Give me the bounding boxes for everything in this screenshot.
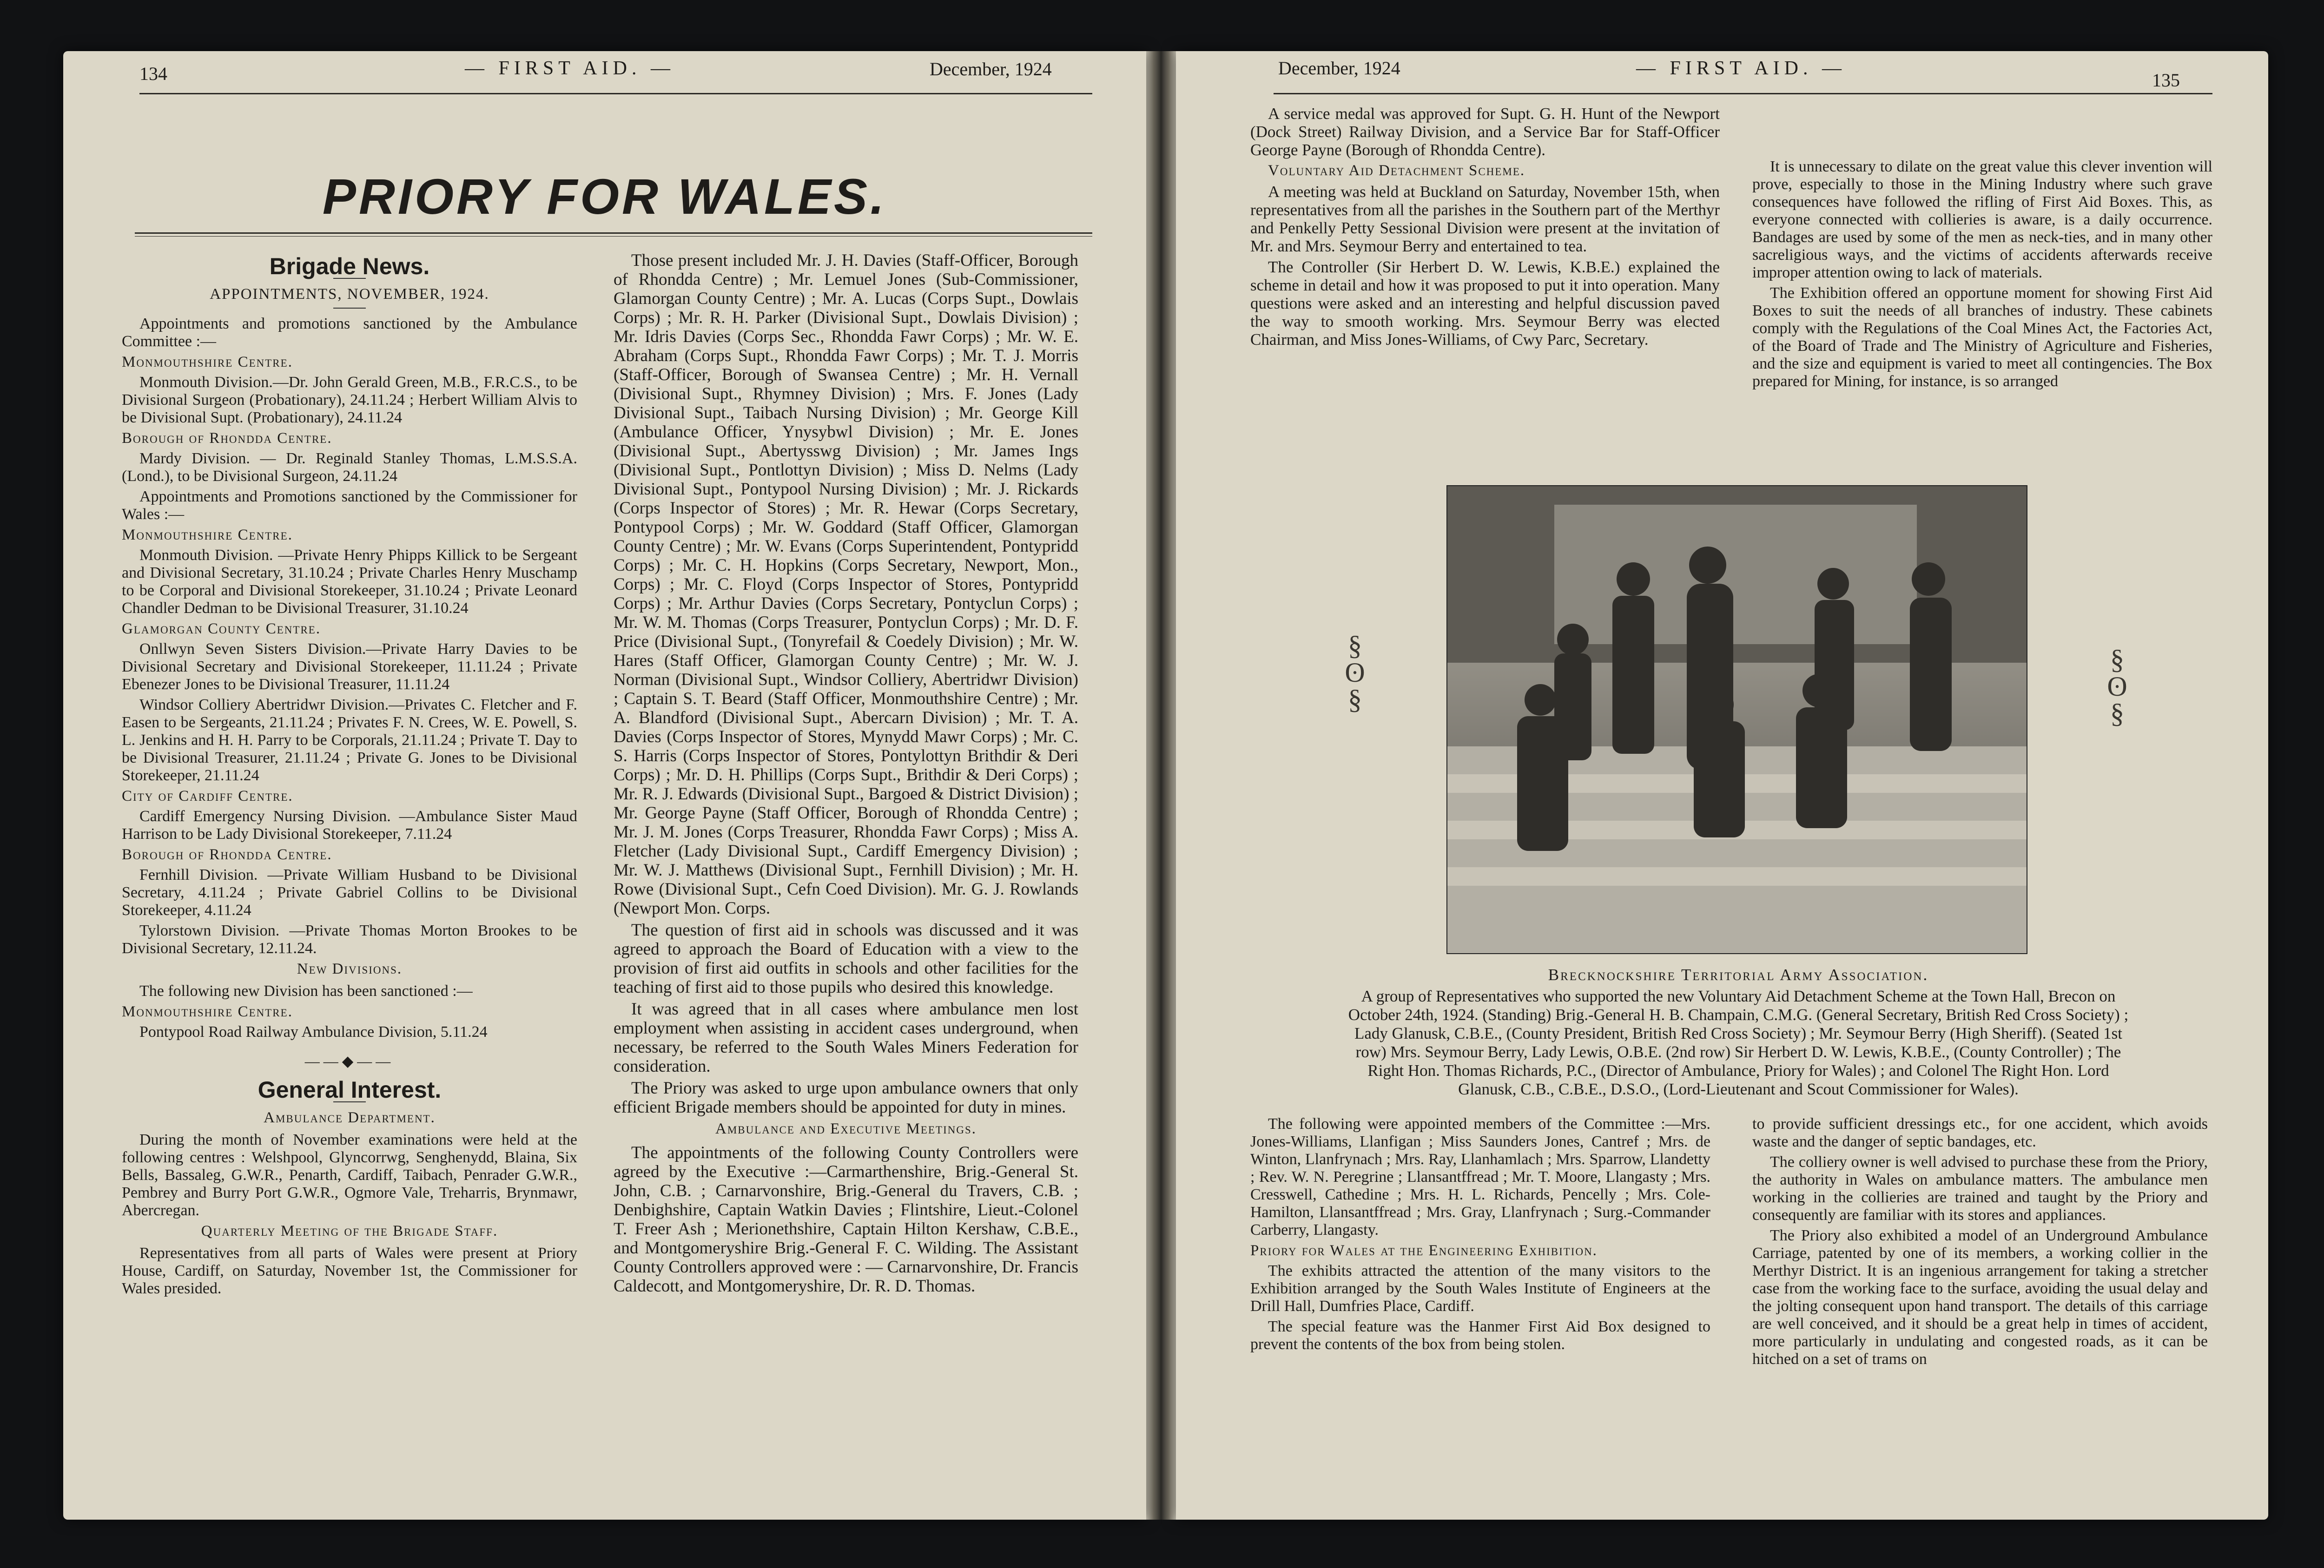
scroll-ornament-left: § ʘ §	[1345, 630, 1365, 715]
section-label: Borough of Rhondda Centre.	[122, 846, 332, 863]
paragraph: to provide sufficient dressings etc., for one accident, which avoids waste and the danger of septic bandages, etc.	[1752, 1115, 2208, 1150]
paragraph: The colliery owner is well advised to purchase these from the Priory, the authority in Wales on ambulance matters. The ambulance men working in the collieries are trained and taught by the Priory and consequently are familiar with its stores and appliances.	[1752, 1153, 2208, 1224]
paragraph: Onllwyn Seven Sisters Division.—Private Harry Davies to be Divisional Secretary and Divisional Storekeeper, 11.11.24 ; Private Ebenezer Jones to be Divisional Treasurer, 11.11.24	[122, 640, 577, 693]
left-date: December, 1924	[930, 59, 1052, 79]
paragraph: Pontypool Road Railway Ambulance Division, 5.11.24	[139, 1023, 488, 1041]
photograph-figures	[1447, 486, 2027, 953]
gutter-left	[1146, 51, 1161, 1520]
section-label: Priory for Wales at the Engineering Exhibition.	[1250, 1242, 1598, 1259]
left-running-head	[139, 58, 1092, 91]
group-photograph	[1446, 485, 2027, 954]
ornament-divider: ——◆——	[304, 1053, 395, 1069]
section-label: Monmouthshire Centre.	[122, 1003, 293, 1020]
paragraph: A service medal was approved for Supt. G. H. Hunt of the Newport (Dock Street) Railway Division, and a Service Bar for Staff-Officer George Payne (Borough of Rhondda Centre).	[1250, 105, 1720, 159]
left-head-rule	[139, 93, 1092, 94]
paragraph: Those present included Mr. J. H. Davies (Staff-Officer, Borough of Rhondda Centre) ; Mr. Lemuel Jones (Sub-Commissioner, Glamorgan County Centre) ; Mr. A. Lucas (Corps Supt., Dowlais Corps) ; Mr. R. H. Parker (Divisional Supt., Dowlais Division) ; Mr. Idris Davies (Corps Sec., Rhondda Fawr Corps) ; Mr. W. E. Abraham (Corps Supt., Rhondda Fawr Corps) ; Mr. T. J. Morris (Staff-Officer, Borough of Swansea Centre) ; Mr. H. Vernall (Divisional Supt., Rhymney Division) ; Mrs. F. Jones (Lady Divisional Supt., Taibach Nursing Division) ; Mr. George Kill (Ambulance Officer, Ynysybwl Division) ; Mr. E. Jones (Divisional Supt., Abertysswg Division) ; Mr. James Ings (Divisional Supt., Pontlottyn Division) ; Miss D. Nelms (Lady Divisional Supt., Pontypool Nursing Division) ; Mr. J. Rickards (Corps Inspector of Stores) ; Mr. R. Hewar (Corps Secretary, Pontypool Corps) ; Mr. W. Goddard (Staff Officer, Glamorgan County Centre) ; Mr. W. Evans (Corps Superintendent, Pontypridd Corps) ; Mr. C. H. Hopkins (Corps Secretary, Newport, Mon., Corps) ; Mr. C. Floyd (Corps Inspector of Stores, Pontypridd Corps) ; Mr. Arthur Davies (Corps Secretary, Pontyclun Corps) ; Mr. W. M. Thomas (Corps Treasurer, Pontyclun Corps) ; Mr. D. F. Price (Divisional Supt., (Tonyrefail & Coedely Division) ; Mr. W. Hares (Staff Officer, Glamorgan County Centre) ; Mr. W. J. Norman (Divisional Supt., Windsor Colliery, Abertridwr Division) ; Captain S. T. Beard (Staff Officer, Monmouthshire Centre) ; Mr. A. Blandford (Divisional Supt., Abercarn Division) ; Mr. T. A. Davies (Corps Inspector of Stores, Mynydd Mawr Corps) ; Mr. C. S. Harris (Corps Inspector of Stores, Pontylottyn Brithdir & Deri Corps) ; Mr. D. H. Phillips (Corps Supt., Brithdir & Deri Corps) ; Mr. R. J. Edwards (Divisional Supt., Bargoed & District Division) ; Mr. George Payne (Staff Officer, Borough of Rhondda Centre) ; Mr. J. M. Jones (Corps Treasurer, Rhondda Fawr Corps) ; Miss A. Fletcher (Lady Divisional Supt., Cardiff Emergency Division) ; Mr. W. J. Matthews (Divisional Supt., Fernhill Division) ; Mr. H. Rowe (Divisional Supt., Cefn Coed Division). Mr. G. J. Rowlands (Newport Mon. Corps.	[614, 251, 1078, 918]
paragraph: Fernhill Division. —Private William Husband to be Divisional Secretary, 4.11.24 ; Private Gabriel Collins to be Divisional Storekeeper, 4.11.24	[122, 866, 577, 919]
right-col-4	[1752, 1115, 2208, 1371]
paragraph: The Priory also exhibited a model of an Underground Ambulance Carriage, patented by one of its members, a working collier in the Merthyr District. It is an ingenious arrangement for taking a stretcher case from the working face to the surface, avoiding the usual delay and the jolting consequent upon hand transport. The details of this carriage are well conceived, and it should be a great help in times of accident, more particularly in undulating and congested roads, as it can be hitched on a set of trams on	[1752, 1227, 2208, 1368]
paragraph: The Controller (Sir Herbert D. W. Lewis, K.B.E.) explained the scheme in detail and how it was proposed to put it into operation. Many questions were asked and an interesting and helpful discussion paved the way to smooth working. Mrs. Seymour Berry was elected Chairman, and Miss Jones-Williams, of Cwy Parc, Secretary.	[1250, 258, 1720, 349]
paragraph: Monmouth Division.—Dr. John Gerald Green, M.B., F.R.C.S., to be Divisional Surgeon (Probationary), 24.11.24 ; Herbert William Alvis to be Divisional Supt. (Probationary), 24.11.24	[122, 374, 577, 426]
title-rule	[135, 232, 1092, 234]
section-label: Monmouthshire Centre.	[122, 354, 293, 370]
paragraph: The Exhibition offered an opportune moment for showing First Aid Boxes to suit the needs of all branches of industry. These cabinets comply with the Regulations of the Coal Mines Act, the Factories Act, of the Board of Trade and The Ministry of Agriculture and Fisheries, and the size and equipment is varied to meet all contingencies. The Box prepared for Mining, for instance, is so arranged	[1752, 284, 2212, 390]
left-col-1	[122, 251, 577, 1300]
brigade-news-heading: Brigade News.	[269, 253, 430, 279]
scroll-ornament-right: § ʘ §	[2107, 644, 2127, 729]
paragraph: The Priory was asked to urge upon ambulance owners that only efficient Brigade members should be appointed for duty in mines.	[614, 1079, 1078, 1117]
photo-caption	[1343, 966, 2133, 1099]
paragraph: Windsor Colliery Abertridwr Division.—Privates C. Fletcher and F. Easen to be Sergeants, 21.11.24 ; Privates F. N. Crees, W. E. Powell, S. L. Jenkins and H. H. Parry to be Corporals, 21.11.24 ; Private T. Day to be Divisional Treasurer, 21.11.24 ; Private G. Jones to be Divisional Storekeeper, 21.11.24	[122, 696, 577, 784]
section-label: New Divisions.	[297, 961, 403, 977]
paragraph: The following were appointed members of the Committee :—Mrs. Jones-Williams, Llanfigan ; Miss Saunders Jones, Cantref ; Mrs. de Winton, Llanfrynach ; Mrs. Ray, Llanhamlach ; Mrs. Sparrow, Llandetty ; Rev. W. N. Peregrine ; Llansantffread ; Mr. T. Moore, Llangasty ; Mrs. Cresswell, Cathedine ; Mrs. H. L. Richards, Pencelly ; Mrs. Cole-Hamilton, Llansantffread ; Mrs. Gray, Llanfrynach ; Surg.-Commander Carberry, Llangasty.	[1250, 1115, 1710, 1239]
section-label: Monmouthshire Centre.	[122, 527, 293, 543]
right-col-3	[1250, 1115, 1710, 1356]
right-running-title: — FIRST AID. —	[1636, 58, 1846, 79]
paragraph: During the month of November examinations were held at the following centres : Welshpool, Glyncorrwg, Senghenydd, Blaina, Six Bells, Bassaleg, G.W.R., Penarth, Cardiff, Taibach, Penrader G.W.R., Pembrey and Burry Port G.W.R., Ogmore Vale, Treharris, Brynmawr, Abercregan.	[122, 1131, 577, 1219]
paragraph: It was agreed that in all cases where ambulance men lost employment when assisting in accident cases underground, when necessary, be referred to the South Wales Miners Federation for consideration.	[614, 1000, 1078, 1076]
paragraph: It is unnecessary to dilate on the great value this clever invention will prove, especially to those in the Mining Industry where such grave consequences have followed the rifling of First Aid Boxes. This, as everyone connected with collieries is aware, is a daily occurrence. Bandages are used by some of the men as neck-ties, and in many other sacreligious ways, and the victims of accidents afterwards receive improper attention owing to lack of materials.	[1752, 158, 2212, 281]
paragraph: Tylorstown Division. —Private Thomas Morton Brookes to be Divisional Secretary, 12.11.24.	[122, 922, 577, 957]
section-label: City of Cardiff Centre.	[122, 788, 293, 804]
paragraph: Mardy Division. — Dr. Reginald Stanley Thomas, L.M.S.S.A. (Lond.), to be Divisional Surgeon, 24.11.24	[122, 450, 577, 485]
right-col-2	[1752, 158, 2212, 393]
caption-title: Brecknockshire Territorial Army Association.	[1548, 966, 1929, 984]
left-running-title: — FIRST AID. —	[465, 58, 675, 79]
section-label: Quarterly Meeting of the Brigade Staff.	[201, 1223, 498, 1239]
section-label: Glamorgan County Centre.	[122, 620, 321, 637]
paragraph: The exhibits attracted the attention of the many visitors to the Exhibition arranged by the South Wales Institute of Engineers at the Drill Hall, Dumfries Place, Cardiff.	[1250, 1262, 1710, 1315]
paragraph: The question of first aid in schools was discussed and it was agreed to approach the Board of Education with a view to the provision of first aid outfits in schools and other facilities for the teaching of first aid to those pupils who desired this knowledge.	[614, 921, 1078, 997]
paragraph: The following new Division has been sanctioned :—	[139, 982, 473, 1000]
paragraph: The special feature was the Hanmer First Aid Box designed to prevent the contents of the box from being stolen.	[1250, 1318, 1710, 1353]
paragraph: Appointments and Promotions sanctioned by the Commissioner for Wales :—	[122, 488, 577, 523]
paragraph: Monmouth Division. —Private Henry Phipps Killick to be Sergeant and Divisional Secretary, 31.10.24 ; Private Charles Henry Muschamp to be Corporal and Divisional Storekeeper, 31.10.24 ; Private Leonard Chandler Dedman to be Divisional Treasurer, 31.10.24	[122, 547, 577, 617]
right-page-number: 135	[2152, 70, 2180, 91]
paragraph: Representatives from all parts of Wales were present at Priory House, Cardiff, on Saturday, November 1st, the Commissioner for Wales presided.	[122, 1245, 577, 1297]
paragraph: The appointments of the following County Controllers were agreed by the Executive :—Carmarthenshire, Brig.-General St. John, C.B. ; Carnarvonshire, Brig.-General du Travers, C.B. ; Denbighshire, Captain Watkin Davies ; Flintshire, Lieut.-Colonel T. Freer Ash ; Merionethshire, Captain Hilton Kershaw, C.B.E., and Montgomeryshire Brig.-General F. C. Wilding. The Assistant County Controllers approved were : — Carnarvonshire, Dr. Francis Caldecott, and Montgomeryshire, Dr. R. D. Thomas.	[614, 1143, 1078, 1296]
right-head-rule	[1274, 93, 2212, 94]
divider	[333, 308, 366, 309]
left-col-2	[614, 251, 1078, 1298]
caption-text: A group of Representatives who supported the new Voluntary Aid Detachment Scheme at the Town Hall, Brecon on October 24th, 1924. (Standing) Brig.-General H. B. Champain, C.M.G. (General Secretary, British Red Cross Society) ; Lady Glanusk, C.B.E., (County President, British Red Cross Society) ; Mr. Seymour Berry (High Sheriff). (Seated 1st row) Mrs. Seymour Berry, Lady Lewis, O.B.E. (2nd row) Sir Herbert D. W. Lewis, K.B.E., (County Controller) ; The Right Hon. Thomas Richards, P.C., (Director of Ambulance, Priory for Wales) ; and Colonel The Right Hon. Lord Glanusk, C.B., C.B.E., D.S.O., (Lord-Lieutenant and Scout Commissioner for Wales).	[1348, 987, 2129, 1098]
paragraph: Cardiff Emergency Nursing Division. —Ambulance Sister Maud Harrison to be Lady Divisional Storekeeper, 7.11.24	[122, 808, 577, 843]
appointments-heading: APPOINTMENTS, NOVEMBER, 1924.	[210, 286, 489, 303]
section-label: Borough of Rhondda Centre.	[122, 430, 332, 447]
right-date: December, 1924	[1278, 58, 1400, 79]
left-page-number: 134	[139, 63, 167, 84]
section-label: Voluntary Aid Detachment Scheme.	[1268, 162, 1525, 179]
gutter-right	[1161, 51, 1176, 1520]
right-col-1	[1250, 105, 1720, 351]
paragraph: Appointments and promotions sanctioned by the Ambulance Committee :—	[122, 315, 577, 350]
paragraph: A meeting was held at Buckland on Saturday, November 15th, when representatives from all the parishes in the Southern part of the Merthyr and Penkelly Petty Sessional Division were present at the invitation of Mr. and Mrs. Seymour Berry and entertained to tea.	[1250, 183, 1720, 255]
general-interest-heading: General Interest.	[257, 1077, 442, 1103]
right-running-head	[1278, 58, 2208, 91]
section-label: Ambulance Department.	[264, 1109, 436, 1126]
section-label: Ambulance and Executive Meetings.	[715, 1120, 977, 1137]
page-title: PRIORY FOR WALES.	[322, 168, 887, 224]
title-rule-thin	[135, 236, 1092, 237]
